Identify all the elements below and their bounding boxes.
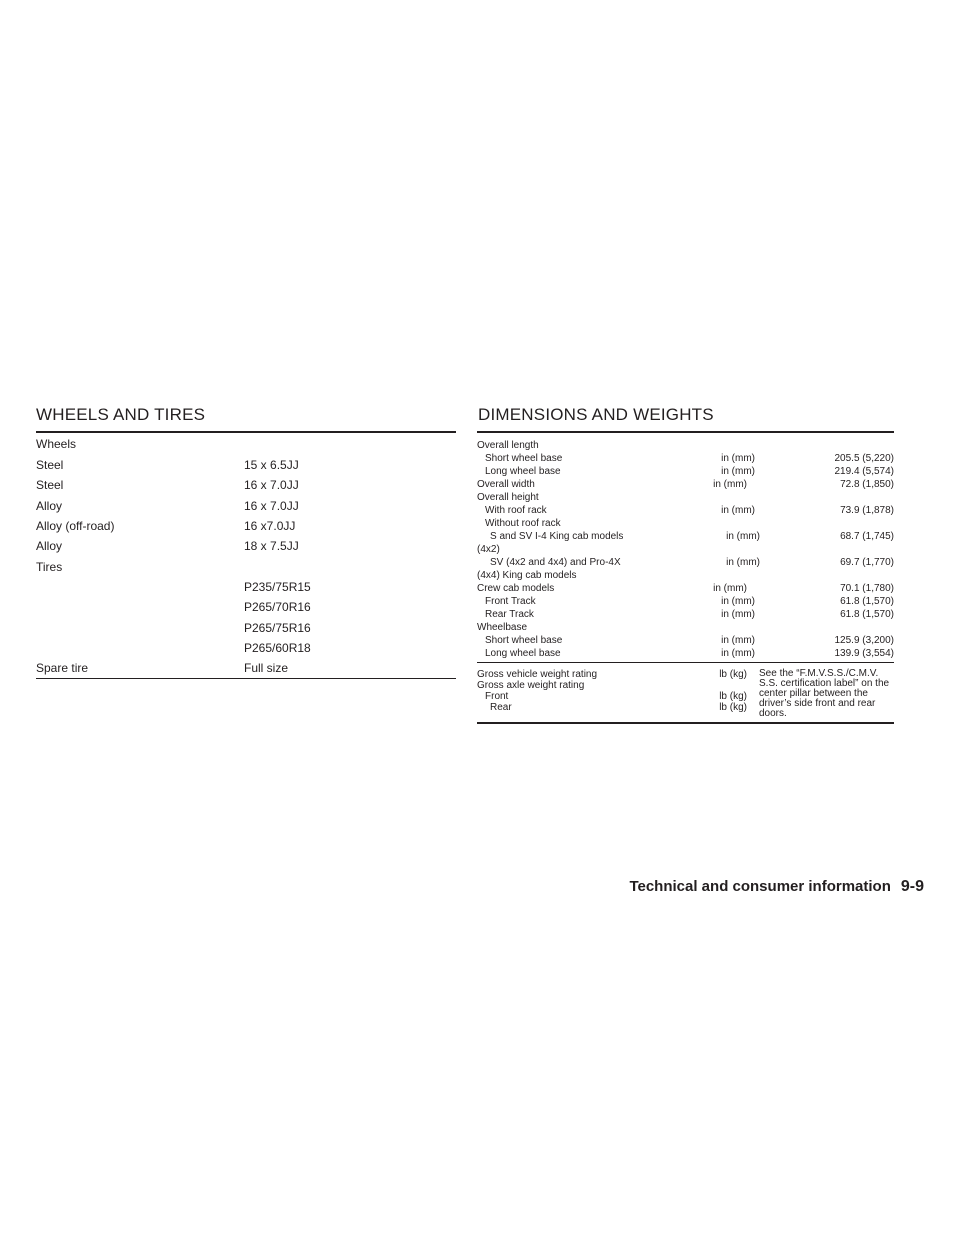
row-unit: in (mm) xyxy=(726,531,760,542)
row-value: 69.7 (1,770) xyxy=(840,557,894,568)
row-label: Rear Track xyxy=(485,609,534,620)
table-row xyxy=(36,455,456,475)
table-row xyxy=(477,680,747,691)
table-row xyxy=(477,543,894,556)
wheel-size: 15 x 6.5JJ xyxy=(244,458,299,473)
table-row xyxy=(36,536,456,556)
weights-block xyxy=(477,663,894,724)
table-row xyxy=(477,621,894,634)
table-row xyxy=(477,595,894,608)
section-name: Technical and consumer information xyxy=(629,878,891,895)
wheel-size: 18 x 7.5JJ xyxy=(244,539,299,554)
row-value: 139.9 (3,554) xyxy=(834,648,894,659)
row-unit: in (mm) xyxy=(713,583,747,594)
row-label: Long wheel base xyxy=(485,466,561,477)
row-label: Short wheel base xyxy=(485,453,563,464)
table-row xyxy=(477,702,747,713)
row-label: Gross axle weight rating xyxy=(477,680,585,691)
row-label: Long wheel base xyxy=(485,648,561,659)
wheel-size: 16 x 7.0JJ xyxy=(244,498,299,513)
wheel-type: Alloy xyxy=(36,498,63,513)
row-unit: in (mm) xyxy=(721,453,755,464)
row-unit: in (mm) xyxy=(721,596,755,607)
row-value: 219.4 (5,574) xyxy=(834,466,894,477)
overall-length-label: Overall length xyxy=(477,440,539,451)
row-value: 61.8 (1,570) xyxy=(840,609,894,620)
row-value: 125.9 (3,200) xyxy=(834,635,894,646)
wheel-size: 16 x7.0JJ xyxy=(244,519,296,534)
row-value: 70.1 (1,780) xyxy=(840,583,894,594)
row-value: 73.9 (1,878) xyxy=(840,505,894,516)
table-row xyxy=(477,452,894,465)
table-row xyxy=(477,439,894,452)
row-unit: in (mm) xyxy=(726,557,760,568)
table-row xyxy=(36,638,456,658)
row-label: SV (4x2 and 4x4) and Pro-4X xyxy=(490,557,621,568)
dimensions-weights-heading: DIMENSIONS AND WEIGHTS xyxy=(478,405,714,424)
wheels-tires-heading: WHEELS AND TIRES xyxy=(36,405,206,424)
row-label: Without roof rack xyxy=(485,518,561,529)
spare-tire-value: Full size xyxy=(244,661,289,676)
table-row xyxy=(477,491,894,504)
wheel-type: Alloy (off-road) xyxy=(36,519,115,534)
row-value: 72.8 (1,850) xyxy=(840,479,894,490)
table-row xyxy=(477,478,894,491)
page-footer xyxy=(629,878,924,896)
row-value: 68.7 (1,745) xyxy=(840,531,894,542)
table-row xyxy=(477,647,894,660)
table-row xyxy=(36,617,456,637)
row-label: With roof rack xyxy=(485,505,547,516)
row-value: 61.8 (1,570) xyxy=(840,596,894,607)
tire-size: P265/75R16 xyxy=(244,620,311,635)
dimensions-block xyxy=(477,433,894,663)
row-label-cont: (4x2) xyxy=(477,544,500,555)
table-row xyxy=(477,634,894,647)
table-row xyxy=(36,597,456,617)
row-label: Gross vehicle weight rating xyxy=(477,669,598,680)
tires-label: Tires xyxy=(36,559,63,574)
row-unit: in (mm) xyxy=(721,505,755,516)
wheel-type: Steel xyxy=(36,478,64,493)
row-label: Rear xyxy=(490,702,512,713)
wheel-size: 16 x 7.0JJ xyxy=(244,478,299,493)
table-row xyxy=(36,496,456,516)
table-row xyxy=(36,577,456,597)
row-unit: in (mm) xyxy=(721,635,755,646)
table-row xyxy=(477,691,747,702)
spare-tire-row xyxy=(36,658,456,678)
tire-size: P265/60R18 xyxy=(244,640,311,655)
wheels-row xyxy=(36,433,456,455)
row-unit: in (mm) xyxy=(721,466,755,477)
row-unit: lb (kg) xyxy=(719,702,747,713)
row-label: Crew cab models xyxy=(477,583,555,594)
page-number: 9-9 xyxy=(900,878,924,895)
wheels-label: Wheels xyxy=(36,437,77,451)
tire-size: P265/70R16 xyxy=(244,600,311,615)
row-label-cont: (4x4) King cab models xyxy=(477,570,577,581)
wheels-tires-table xyxy=(36,431,456,679)
row-label: Overall height xyxy=(477,492,539,503)
table-row xyxy=(477,569,894,582)
table-row xyxy=(477,530,894,543)
table-row xyxy=(477,465,894,478)
table-row xyxy=(36,516,456,536)
row-label: Wheelbase xyxy=(477,622,528,633)
row-label: Overall width xyxy=(477,479,535,490)
wheel-type: Steel xyxy=(36,458,64,473)
row-unit: in (mm) xyxy=(721,609,755,620)
tire-size: P235/75R15 xyxy=(244,579,311,594)
row-unit: in (mm) xyxy=(721,648,755,659)
wheel-type: Alloy xyxy=(36,539,63,554)
dimensions-weights-table xyxy=(477,431,894,724)
row-unit: lb (kg) xyxy=(719,669,747,680)
tires-row xyxy=(36,556,456,576)
row-unit: lb (kg) xyxy=(719,691,747,702)
row-label: Short wheel base xyxy=(485,635,563,646)
row-unit: in (mm) xyxy=(713,479,747,490)
row-label: Front Track xyxy=(485,596,536,607)
table-row xyxy=(477,582,894,595)
table-row xyxy=(36,475,456,495)
row-value: 205.5 (5,220) xyxy=(834,453,894,464)
table-row xyxy=(477,669,747,680)
spare-tire-label: Spare tire xyxy=(36,661,89,676)
table-row xyxy=(477,608,894,621)
table-row xyxy=(477,504,894,517)
table-row xyxy=(477,556,894,569)
table-row xyxy=(477,517,894,530)
certification-label-note: See the “F.M.V.S.S./C.M.V. S.S. certification label” on the center pillar between the driver’s side front and rear doors. xyxy=(759,668,890,719)
row-label: Front xyxy=(485,691,509,702)
row-label: S and SV I-4 King cab models xyxy=(490,531,624,542)
